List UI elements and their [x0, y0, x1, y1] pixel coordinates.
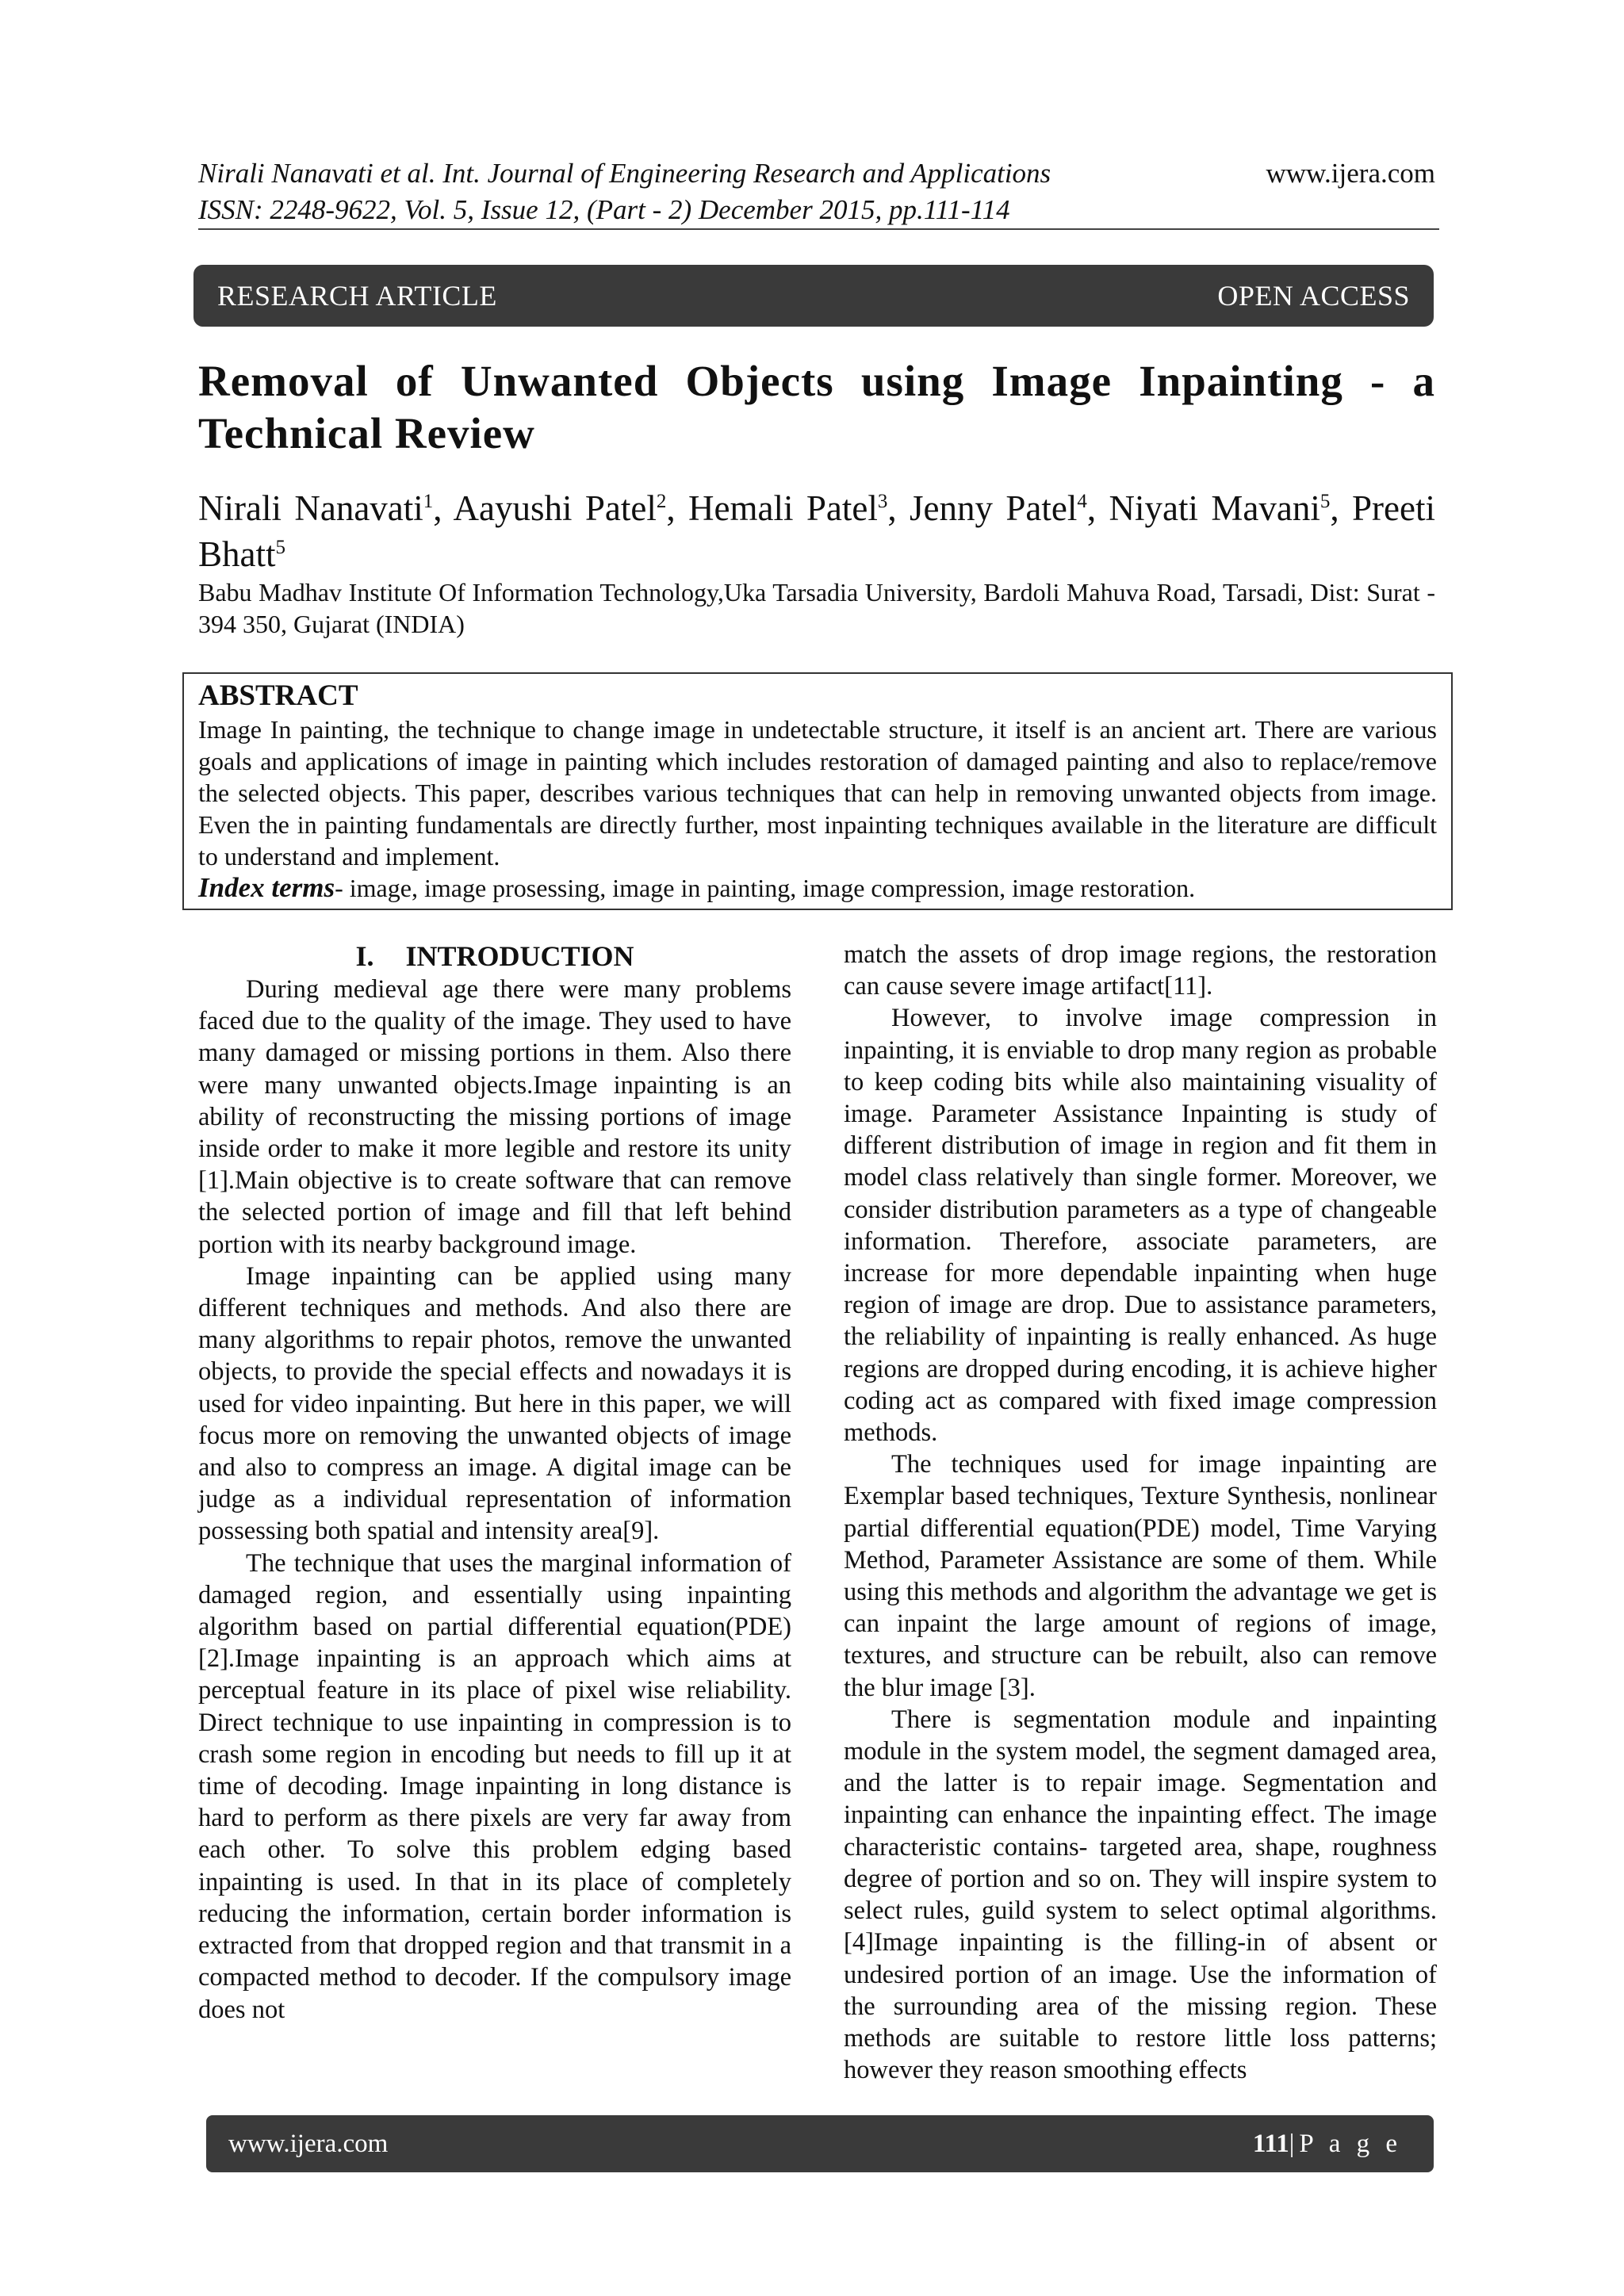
index-terms-text: - image, image prosessing, image in painting, image compression, image restoration. — [335, 874, 1196, 902]
author: Hemali Patel$^3$, — [688, 488, 910, 528]
right-column — [844, 939, 1437, 2086]
section-heading — [198, 939, 791, 974]
paragraph: There is segmentation module and inpainting module in the system model, the segment damaged area, and the latter is to repair image. Segmentation and inpainting can enhance the inpainting effect. The image characteristic contains- targeted area, shape, roughness degree of portion and so on. They will inspire system to select rules, guild system to select optimal algorithms.[4]Image inpainting is the filling-in of absent or undesired portion of an image. Use the information of the surrounding area of the missing region. These methods are suitable to restore little loss patterns; however they reason smoothing effects — [844, 1705, 1437, 2085]
author: Preeti Bhatt$^5$ — [198, 488, 1435, 574]
article-type-banner — [193, 265, 1434, 327]
section-title: INTRODUCTION — [405, 940, 634, 972]
open-access-label: OPEN ACCESS — [1217, 280, 1410, 312]
research-article-label: RESEARCH ARTICLE — [217, 280, 497, 312]
paragraph-continuation: match the assets of drop image regions, the restoration can cause severe image artifact[11]. — [844, 940, 1437, 1001]
paragraph: The techniques used for image inpainting are Exemplar based techniques, Texture Synthesis, nonlinear partial differential equation(PDE) model, Time Varying Method, Parameter Assistance are some of them. While using this methods and algorithm the advantage we get is can inpaint the large amount of regions of image, textures, and structure can be rebuilt, also can remove the blur image [3]. — [844, 1450, 1437, 1702]
abstract-box — [182, 672, 1453, 910]
abstract-heading: ABSTRACT — [198, 679, 358, 712]
paragraph: Image inpainting can be applied using many different techniques and methods. And also there are many algorithms to repair photos, remove the unwanted objects, to provide the special effects and nowadays it is used for video inpainting. But here in this paper, we will focus more on removing the unwanted objects of image and also to compress an image. A digital image can be judge as a individual representation of information possessing both spatial and intensity area[9]. — [198, 1261, 791, 1546]
paragraph: However, to involve image compression in inpainting, it is enviable to drop many region as probable to keep coding bits while also maintaining visuality of image. Parameter Assistance Inpainting is study of different distribution of image in region and fit them in model class relatively than single former. Moreover, we consider distribution parameters as a type of changeable information. Therefore, associate parameters, are increase for more dependable inpainting when huge region of image are drop. Due to assistance parameters, the reliability of inpainting is really enhanced. As huge regions are dropped during encoding, it is achieve higher coding act as compared with fixed image compression methods. — [844, 1004, 1437, 1448]
author: Nirali Nanavati$^1$, — [198, 488, 454, 528]
paragraph: During medieval age there were many problems faced due to the quality of the image. They used to have many damaged or missing portions in them. Also there were many unwanted objects.Image inpainting is an ability of reconstructing the missing portions of image inside order to make it more legible and restore its unity [1].Main objective is to create software that can remove the selected portion of image and fill that left behind portion with its nearby background image. — [198, 975, 791, 1259]
journal-line: Nirali Nanavati et al. Int. Journal of Engineering Research and Applications — [198, 158, 1051, 189]
header-website: www.ijera.com — [1266, 158, 1435, 189]
footer-website: www.ijera.com — [228, 2130, 389, 2158]
author: Aayushi Patel$^2$, — [453, 488, 688, 528]
section-number: I. — [355, 940, 374, 972]
paragraph: The technique that uses the marginal information of damaged region, and essentially using inpainting algorithm based on partial differential equation(PDE)[2].Image inpainting is an approach which aims at perceptual feature in its place of pixel wise reliability. Direct technique to use inpainting in compression is to crash some region in encoding but needs to fill up it at time of decoding. Image inpainting in long distance is hard to perform as there pixels are very far away from each other. To solve this problem edging based inpainting is used. In that in its place of completely reducing the information, certain border information is extracted from that dropped region and that transmit in a compacted method to decoder. If the compulsory image does not — [198, 1548, 791, 2024]
abstract-text: Image In painting, the technique to change image in undetectable structure, it itself is an ancient art. There are various goals and applications of image in painting which includes restoration of damaged painting and also to replace/remove the selected objects. This paper, describes various techniques that can help in removing unwanted objects from image. Even the in painting fundamentals are directly further, most inpainting techniques available in the literature are difficult to understand and implement. — [198, 715, 1437, 871]
header-divider — [198, 228, 1439, 230]
left-column — [198, 939, 791, 2026]
issn-line: ISSN: 2248-9622, Vol. 5, Issue 12, (Part - 2) December 2015, pp.111-114 — [198, 194, 1010, 225]
author: Jenny Patel$^4$, — [910, 488, 1109, 528]
page-footer — [206, 2115, 1434, 2172]
page-number: 111|P a g e — [1252, 2130, 1402, 2158]
affiliation: Babu Madhav Institute Of Information Technology,Uka Tarsadia University, Bardoli Mahuva Road, Tarsadi, Dist: Surat - 394 350, Gujarat (INDIA) — [198, 578, 1435, 638]
index-terms-label: Index terms — [198, 872, 335, 903]
running-header — [198, 155, 1435, 228]
author-list — [198, 485, 1435, 577]
paper-title: Removal of Unwanted Objects using Image Inpainting - a Technical Review — [198, 357, 1435, 457]
index-terms — [198, 872, 1437, 904]
author: Niyati Mavani$^5$, — [1109, 488, 1353, 528]
